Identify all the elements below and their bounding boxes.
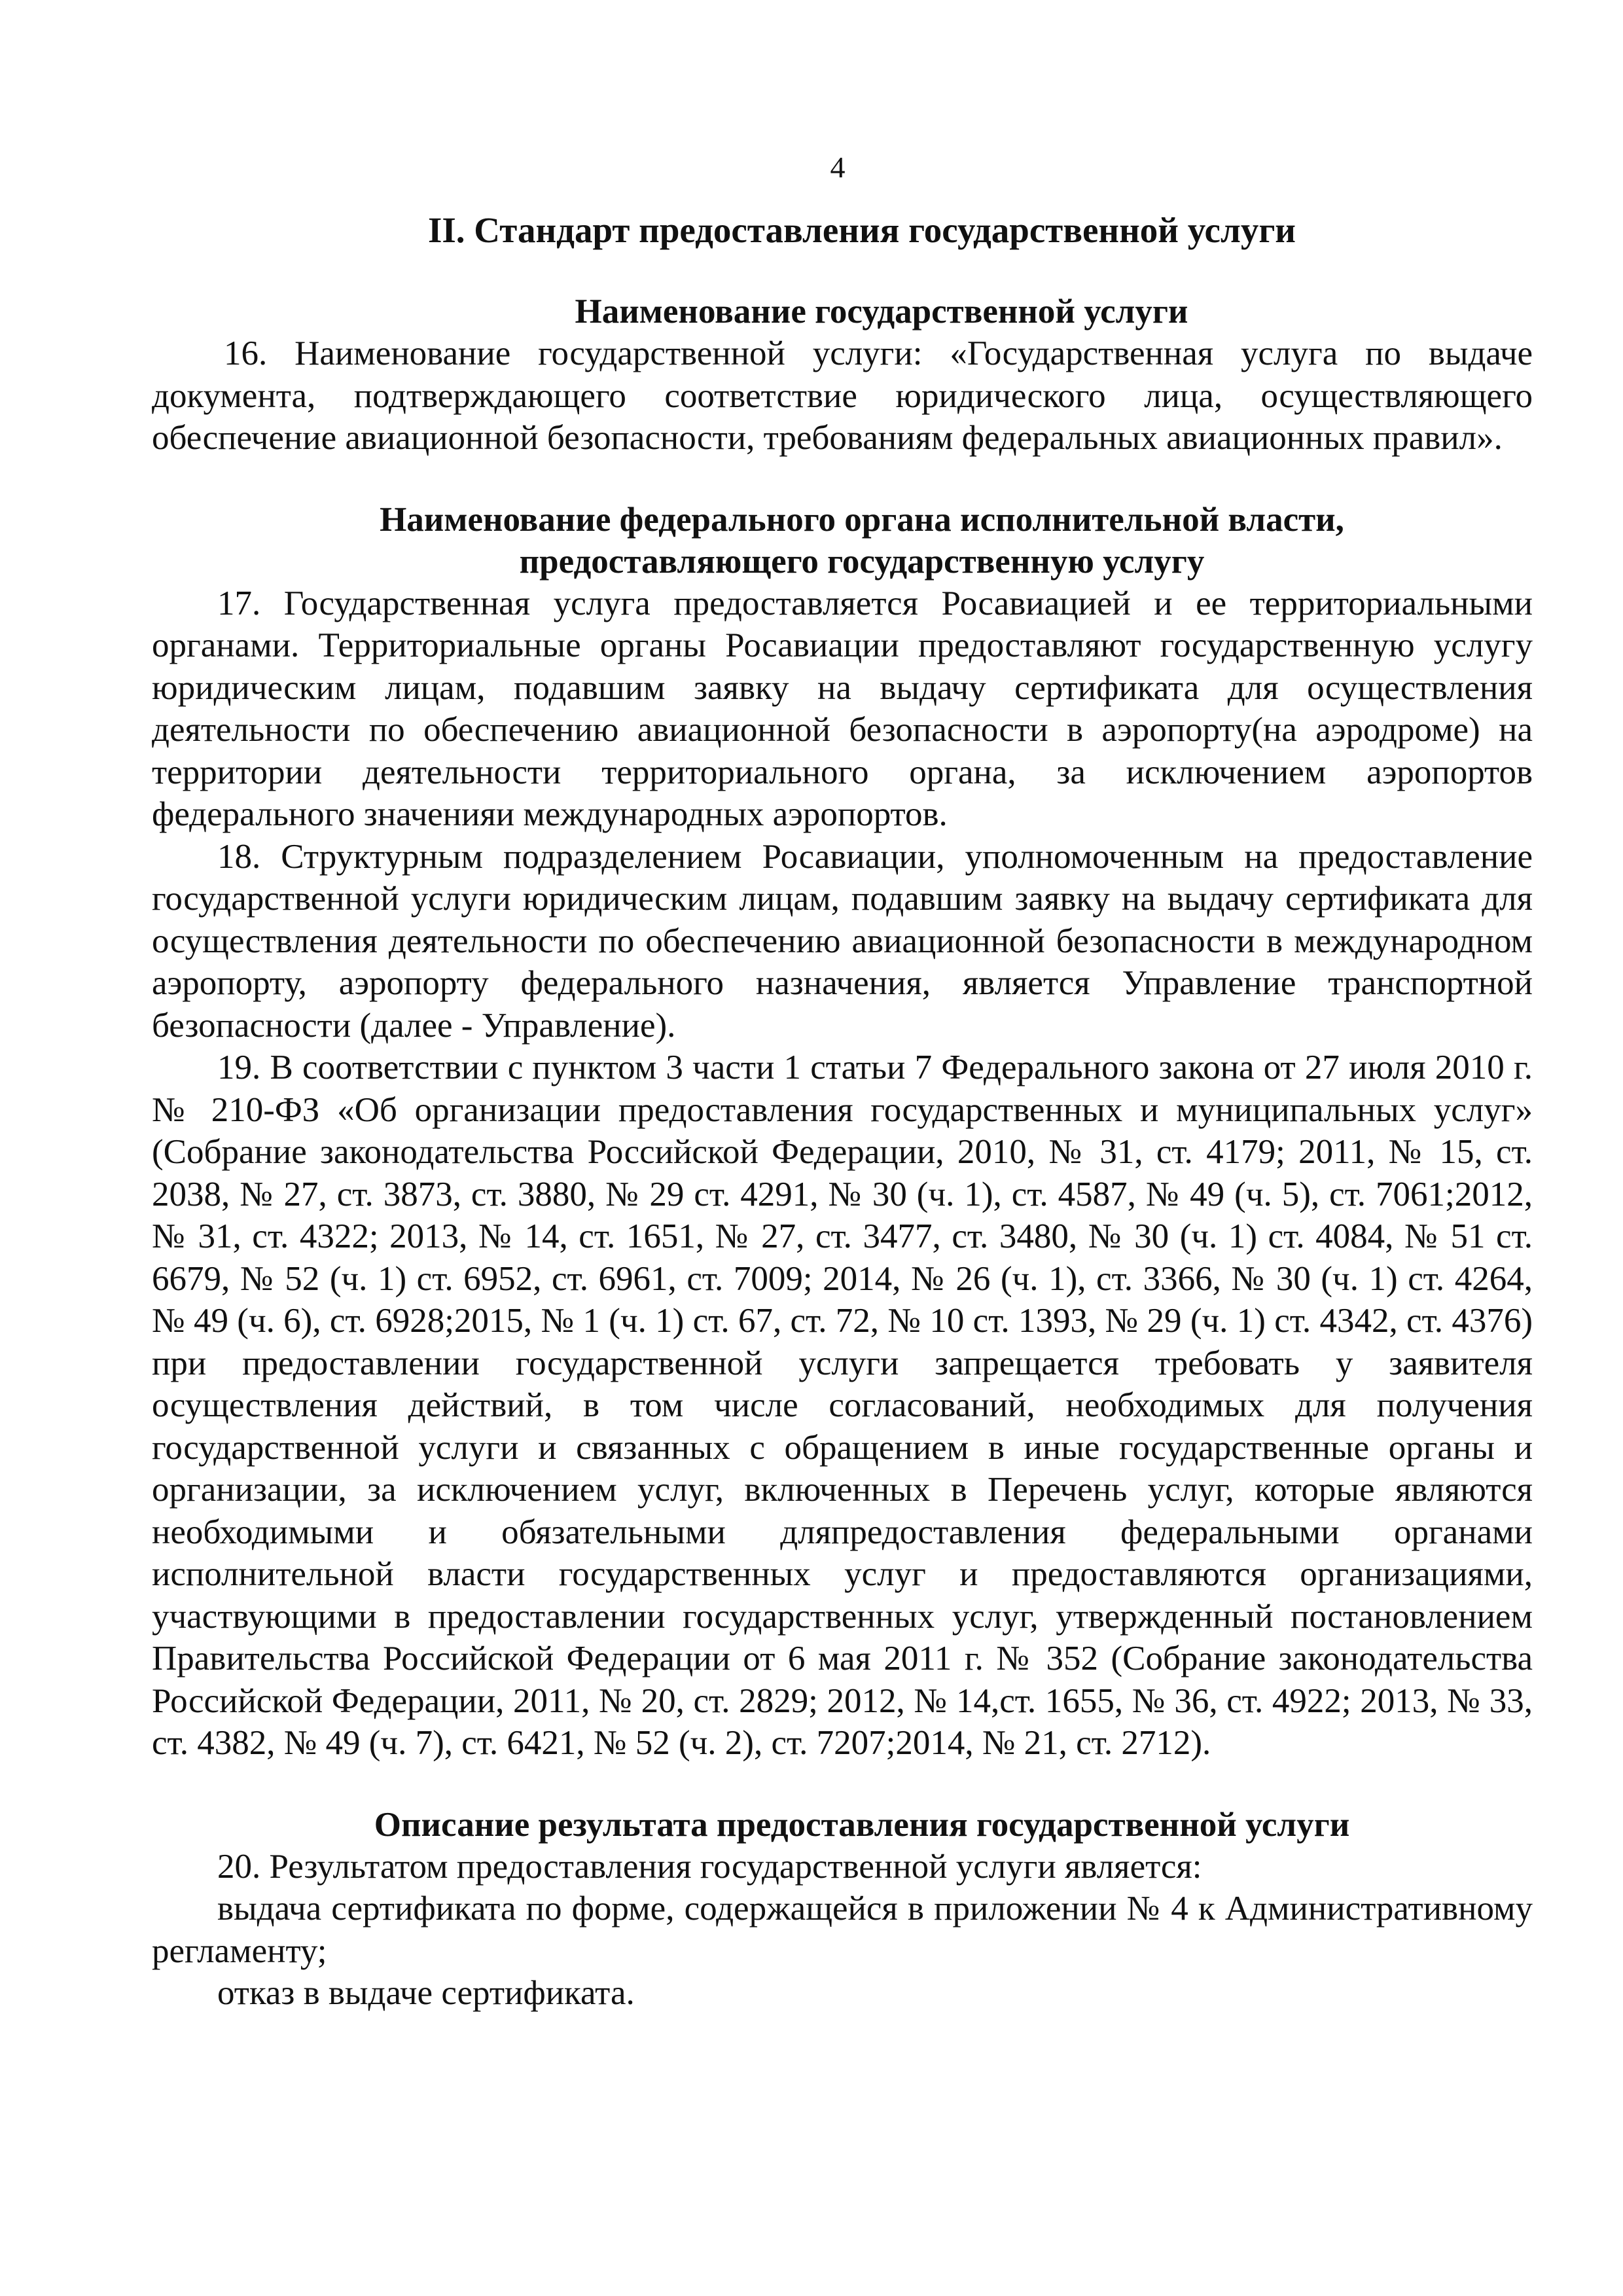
paragraph-result-refusal: отказ в выдаче сертификата. bbox=[217, 1974, 635, 2012]
heading-service-name: Наименование государственной услуги bbox=[575, 293, 1188, 331]
paragraph-18: 18. Структурным подразделением Росавиации, уполномоченным на предоставление государственной услуги юридическим лицам, подавшим заявку на выдачу сертификата для осуществления деятельности по обеспечению авиационной безопасности в международном аэропорту, аэропорту федерального назначения, является Управление транспортной безопасности (далее - Управление). bbox=[152, 837, 1533, 1045]
heading-authority-line-2: предоставляющего государственную услугу bbox=[519, 542, 1205, 581]
paragraph-17: 17. Государственная услуга предоставляется Росавиацией и ее территориальными органами. Территориальные органы Росавиации предоставляют государственную услугу юридическим лицам, подавшим заявку на выдачу сертификата для осуществления деятельности по обеспечению авиационной безопасности в аэропорту(на аэродроме) на территории деятельности территориального органа, за исключением аэропортов федерального значенияи международных аэропортов. bbox=[152, 584, 1533, 833]
heading-result: Описание результата предоставления государственной услуги bbox=[374, 1805, 1350, 1844]
heading-authority bbox=[152, 499, 1533, 583]
paragraph-16: 16. Наименование государственной услуги: «Государственная услуга по выдаче документа, подтверждающего соответствие юридического лица, осуществляющего обеспечение авиационной безопасности, требованиям федеральных авиационных правил». bbox=[152, 334, 1533, 457]
paragraph-19: 19. В соответствии с пунктом 3 части 1 статьи 7 Федерального закона от 27 июля 2010 г. № 210-ФЗ «Об организации предоставления государственных и муниципальных услуг» (Собрание законодательства Российской Федерации, 2010, № 31, ст. 4179; 2011, № 15, ст. 2038, № 27, ст. 3873, ст. 3880, № 29 ст. 4291, № 30 (ч. 1), ст. 4587, № 49 (ч. 5), ст. 7061;2012, № 31, ст. 4322; 2013, № 14, ст. 1651, № 27, ст. 3477, ст. 3480, № 30 (ч. 1) ст. 4084, № 51 ст. 6679, № 52 (ч. 1) ст. 6952, ст. 6961, ст. 7009; 2014, № 26 (ч. 1), ст. 3366, № 30 (ч. 1) ст. 4264, № 49 (ч. 6), ст. 6928;2015, № 1 (ч. 1) ст. 67, ст. 72, № 10 ст. 1393, № 29 (ч. 1) ст. 4342, ст. 4376) при предоставлении государственной услуги запрещается требовать у заявителя осуществления действий, в том числе согласований, необходимых для получения государственной услуги и связанных с обращением в иные государственные органы и организации, за исключением услуг, включенных в Перечень услуг, которые являются необходимыми и обязательными дляпредоставления федеральными органами исполнительной власти государственных услуг и предоставляются организациями, участвующими в предоставлении государственных услуг, утвержденный постановлением Правительства Российской Федерации от 6 мая 2011 г. № 352 (Собрание законодательства Российской Федерации, 2011, № 20, ст. 2829; 2012, № 14,ст. 1655, № 36, ст. 4922; 2013, № 33, ст. 4382, № 49 (ч. 7), ст. 6421, № 52 (ч. 2), ст. 7207;2014, № 21, ст. 2712). bbox=[152, 1049, 1533, 1762]
paragraph-20: 20. Результатом предоставления государственной услуги является: bbox=[217, 1847, 1202, 1886]
page-number: 4 bbox=[830, 151, 846, 184]
section-title: II. Стандарт предоставления государственной услуги bbox=[428, 210, 1296, 250]
heading-authority-line-1: Наименование федерального органа исполнительной власти, bbox=[380, 500, 1344, 539]
paragraph-result-issue: выдача сертификата по форме, содержащейся в приложении № 4 к Административному регламенту; bbox=[152, 1890, 1533, 1970]
document-body bbox=[152, 208, 1533, 2015]
